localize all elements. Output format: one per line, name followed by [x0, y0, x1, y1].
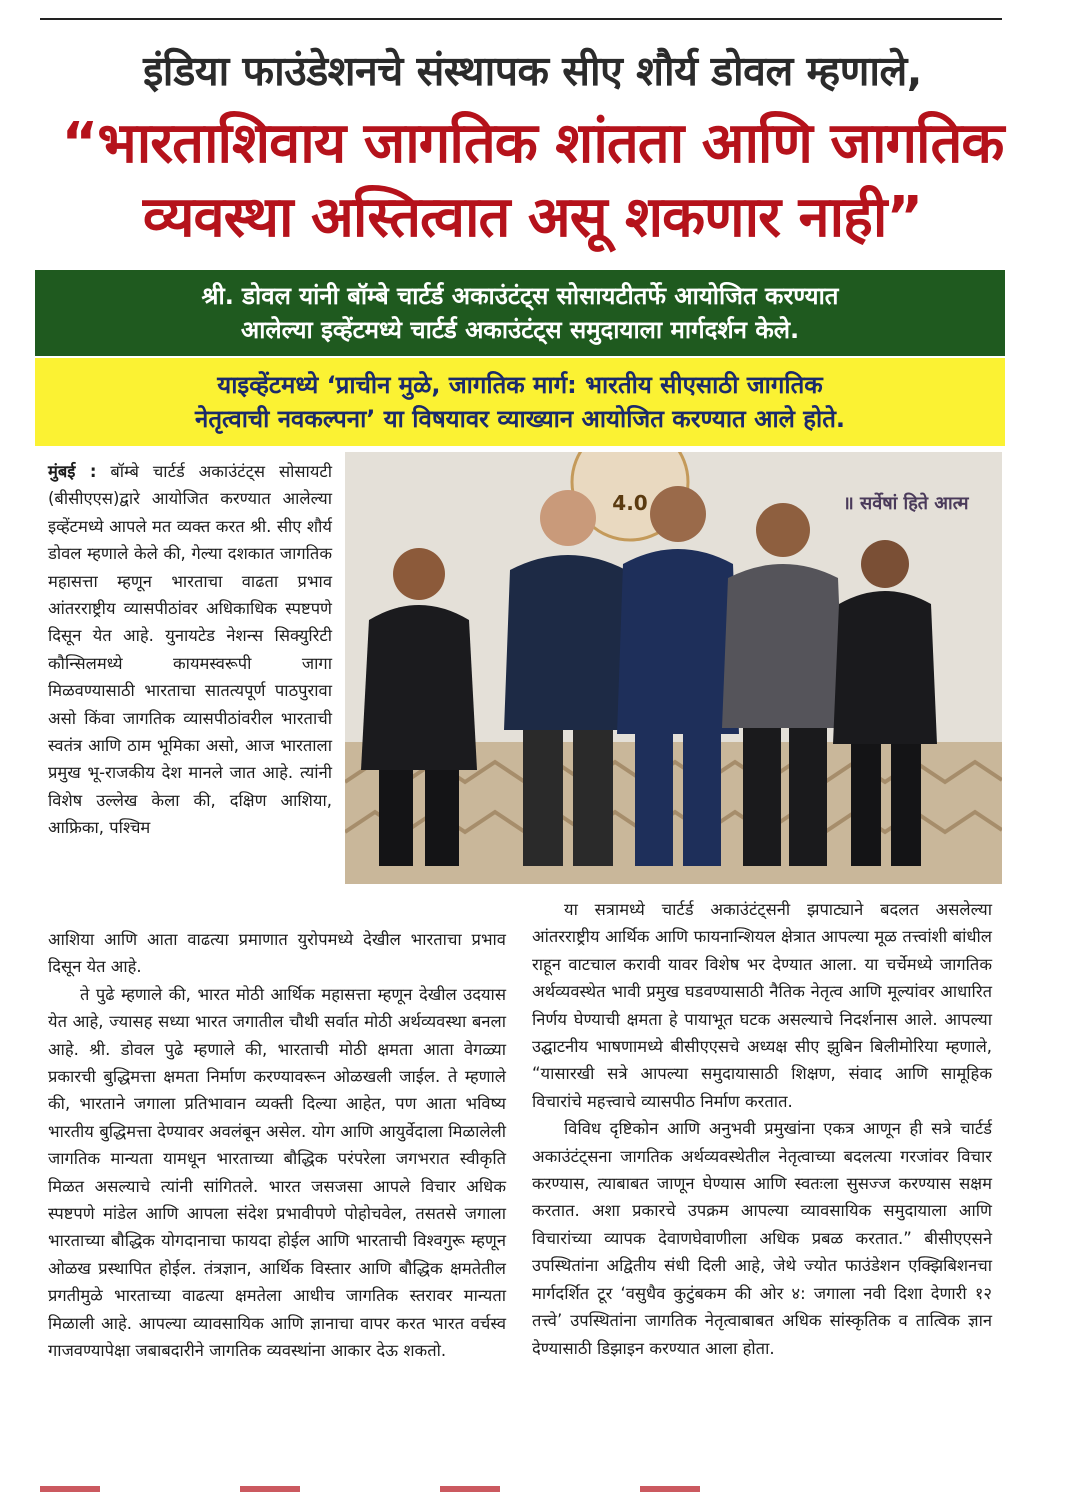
- headline-main-line-1: “भारताशिवाय जागतिक शांतता आणि जागतिक: [61, 111, 1004, 176]
- article-paragraph: आशिया आणि आता वाढत्या प्रमाणात युरोपमध्ये देखील भारताचा प्रभाव दिसून येत आहे.: [48, 930, 506, 977]
- subheading-yellow-line-2: नेतृत्वाची नवकल्पना’ या विषयावर व्याख्यान आयोजित करण्यात आले होते.: [195, 405, 845, 433]
- event-logo-text: 4.0: [612, 491, 648, 515]
- event-photo-illustration: [345, 452, 1002, 884]
- subheading-green-line-2: आलेल्या इव्हेंटमध्ये चार्टर्ड अकाउंटंट्स समुदायाला मार्गदर्शन केले.: [240, 316, 800, 344]
- article-text: बॉम्बे चार्टर्ड अकाउंटंट्स सोसायटी (बीसीएएस)द्वारे आयोजित करण्यात आलेल्या इव्हेंटमध्ये आपले मत व्यक्त करत श्री. सीए शौर्य डोवल म्हणाले केले की, गेल्या दशकात जागतिक महासत्ता म्हणून भारताचा वाढता प्रभाव आंतरराष्ट्रीय व्यासपीठांवर अधिकाधिक स्पष्टपणे दिसून येत आहे. युनायटेड नेशन्स सिक्युरिटी कौन्सिलमध्ये कायमस्वरूपी जागा मिळवण्यासाठी भारताचा सातत्यपूर्ण पाठपुरावा असो किंवा जागतिक व्यासपीठांवरील भारताची स्वतंत्र आणि ठाम भूमिका असो, आज भारताला प्रमुख भू-राजकीय देश मानले जात आहे. त्यांनी विशेष उल्लेख केला की, दक्षिण आशिया, आफ्रिका, पश्चिम: [48, 462, 332, 838]
- article-column-right: [532, 896, 992, 1362]
- bottom-decoration: [40, 1486, 840, 1492]
- event-photo: [345, 452, 1002, 884]
- article-paragraph: विविध दृष्टिकोन आणि अनुभवी प्रमुखांना एकत्र आणून ही सत्रे चार्टर्ड अकाउंटंट्सना जागतिक अर्थव्यवस्थेतील नेतृत्वाच्या बदलत्या गरजांवर विचार करण्यास, त्याबाबत जाणून घेण्यास आणि स्वतःला सुसज्ज करण्यास सक्षम करतात. अशा प्रकारचे उपक्रम आपल्या व्यावसायिक समुदायाला आणि विचारांच्या व्यापक देवाणघेवाणीला अधिक प्रबळ करतात.” बीसीएएसने उपस्थितांना अद्वितीय संधी दिली आहे, जेथे ज्योत फाउंडेशन एक्झिबिशनचा मार्गदर्शित टूर ‘वसुधैव कुटुंबकम की ओर ४: जगाला नवी दिशा देणारी १२ तत्त्वे’ उपस्थितांना जागतिक नेतृत्वाबाबत अधिक सांस्कृतिक व तात्विक ज्ञान देण्यासाठी डिझाइन करण्यात आला होता.: [532, 1119, 992, 1358]
- subheading-yellow-line-1: याइव्हेंटमध्ये ‘प्राचीन मुळे, जागतिक मार्ग: भारतीय सीएसाठी जागतिक: [217, 371, 823, 399]
- backdrop-text: ॥ सर्वेषां हिते आत्म: [843, 493, 969, 514]
- article-paragraph: [48, 458, 332, 842]
- dateline: मुंबई :: [48, 462, 97, 481]
- subheading-green-banner: [35, 270, 1005, 356]
- headline-main-line-2: व्यवस्था अस्तित्वात असू शकणार नाही”: [142, 185, 923, 250]
- headline-kicker: इंडिया फाउंडेशनचे संस्थापक सीए शौर्य डोवल म्हणाले,: [143, 47, 922, 95]
- subheading-yellow-banner: [35, 358, 1005, 446]
- top-rule: [40, 18, 1002, 20]
- subheading-green-line-1: श्री. डोवल यांनी बॉम्बे चार्टर्ड अकाउंटंट्स सोसायटीतर्फे आयोजित करण्यात: [201, 282, 839, 310]
- article-column-left-wide: [48, 926, 506, 1365]
- article-column-left-top: [48, 458, 332, 842]
- article-paragraph: या सत्रामध्ये चार्टर्ड अकाउंटंट्सनी झपाट्याने बदलत असलेल्या आंतरराष्ट्रीय आर्थिक आणि फायनान्शियल क्षेत्रात आपल्या मूळ तत्त्वांशी बांधील राहून वाटचाल करावी यावर विशेष भर देण्यात आला. या चर्चेमध्ये जागतिक अर्थव्यवस्थेत भावी प्रमुख घडवण्यासाठी नैतिक नेतृत्व आणि मूल्यांवर आधारित निर्णय घेण्याची क्षमता हे पायाभूत घटक असल्याचे निदर्शनास आले. आपल्या उद्घाटनीय भाषणामध्ये बीसीएएसचे अध्यक्ष सीए झुबिन बिलीमोरिया म्हणाले, “यासारखी सत्रे आपल्या समुदायासाठी शिक्षण, संवाद आणि सामूहिक विचारांचे महत्त्वाचे व्यासपीठ निर्माण करतात.: [532, 900, 992, 1111]
- article-paragraph: ते पुढे म्हणाले की, भारत मोठी आर्थिक महासत्ता म्हणून देखील उदयास येत आहे, ज्यासह सध्या भारत जगातील चौथी सर्वात मोठी अर्थव्यवस्था बनला आहे. श्री. डोवल पुढे म्हणाले की, भारताची मोठी क्षमता आता वेगळ्या प्रकारची बुद्धिमत्ता क्षमता निर्माण करण्यावरून ओळखली जाईल. ते म्हणाले की, भारताने जगाला प्रतिभावान व्यक्ती दिल्या आहेत, पण आता भविष्य भारतीय बुद्धिमत्ता देण्यावर अवलंबून असेल. योग आणि आयुर्वेदाला मिळालेली जागतिक मान्यता यामधून भारताच्या बौद्धिक परंपरेला जगभरात स्वीकृति मिळत असल्याचे त्यांनी सांगितले. भारत जसजसा आपले विचार अधिक स्पष्टपणे मांडेल आणि आपला संदेश प्रभावीपणे पोहोचवेल, तसतसे जगाला भारताच्या बौद्धिक योगदानाचा फायदा होईल आणि भारताची विश्वगुरू म्हणून ओळख प्रस्थापित होईल. तंत्रज्ञान, आर्थिक विस्तार आणि बौद्धिक क्षमतेतील प्रगतीमुळे भारताच्या वाढत्या क्षमतेला आधीच जागतिक स्तरावर मान्यता मिळाली आहे. आपल्या व्यावसायिक आणि ज्ञानाचा वापर करत भारत वर्चस्व गाजवण्यापेक्षा जबाबदारीने जागतिक व्यवस्थांना आकार देऊ शकतो.: [48, 984, 506, 1361]
